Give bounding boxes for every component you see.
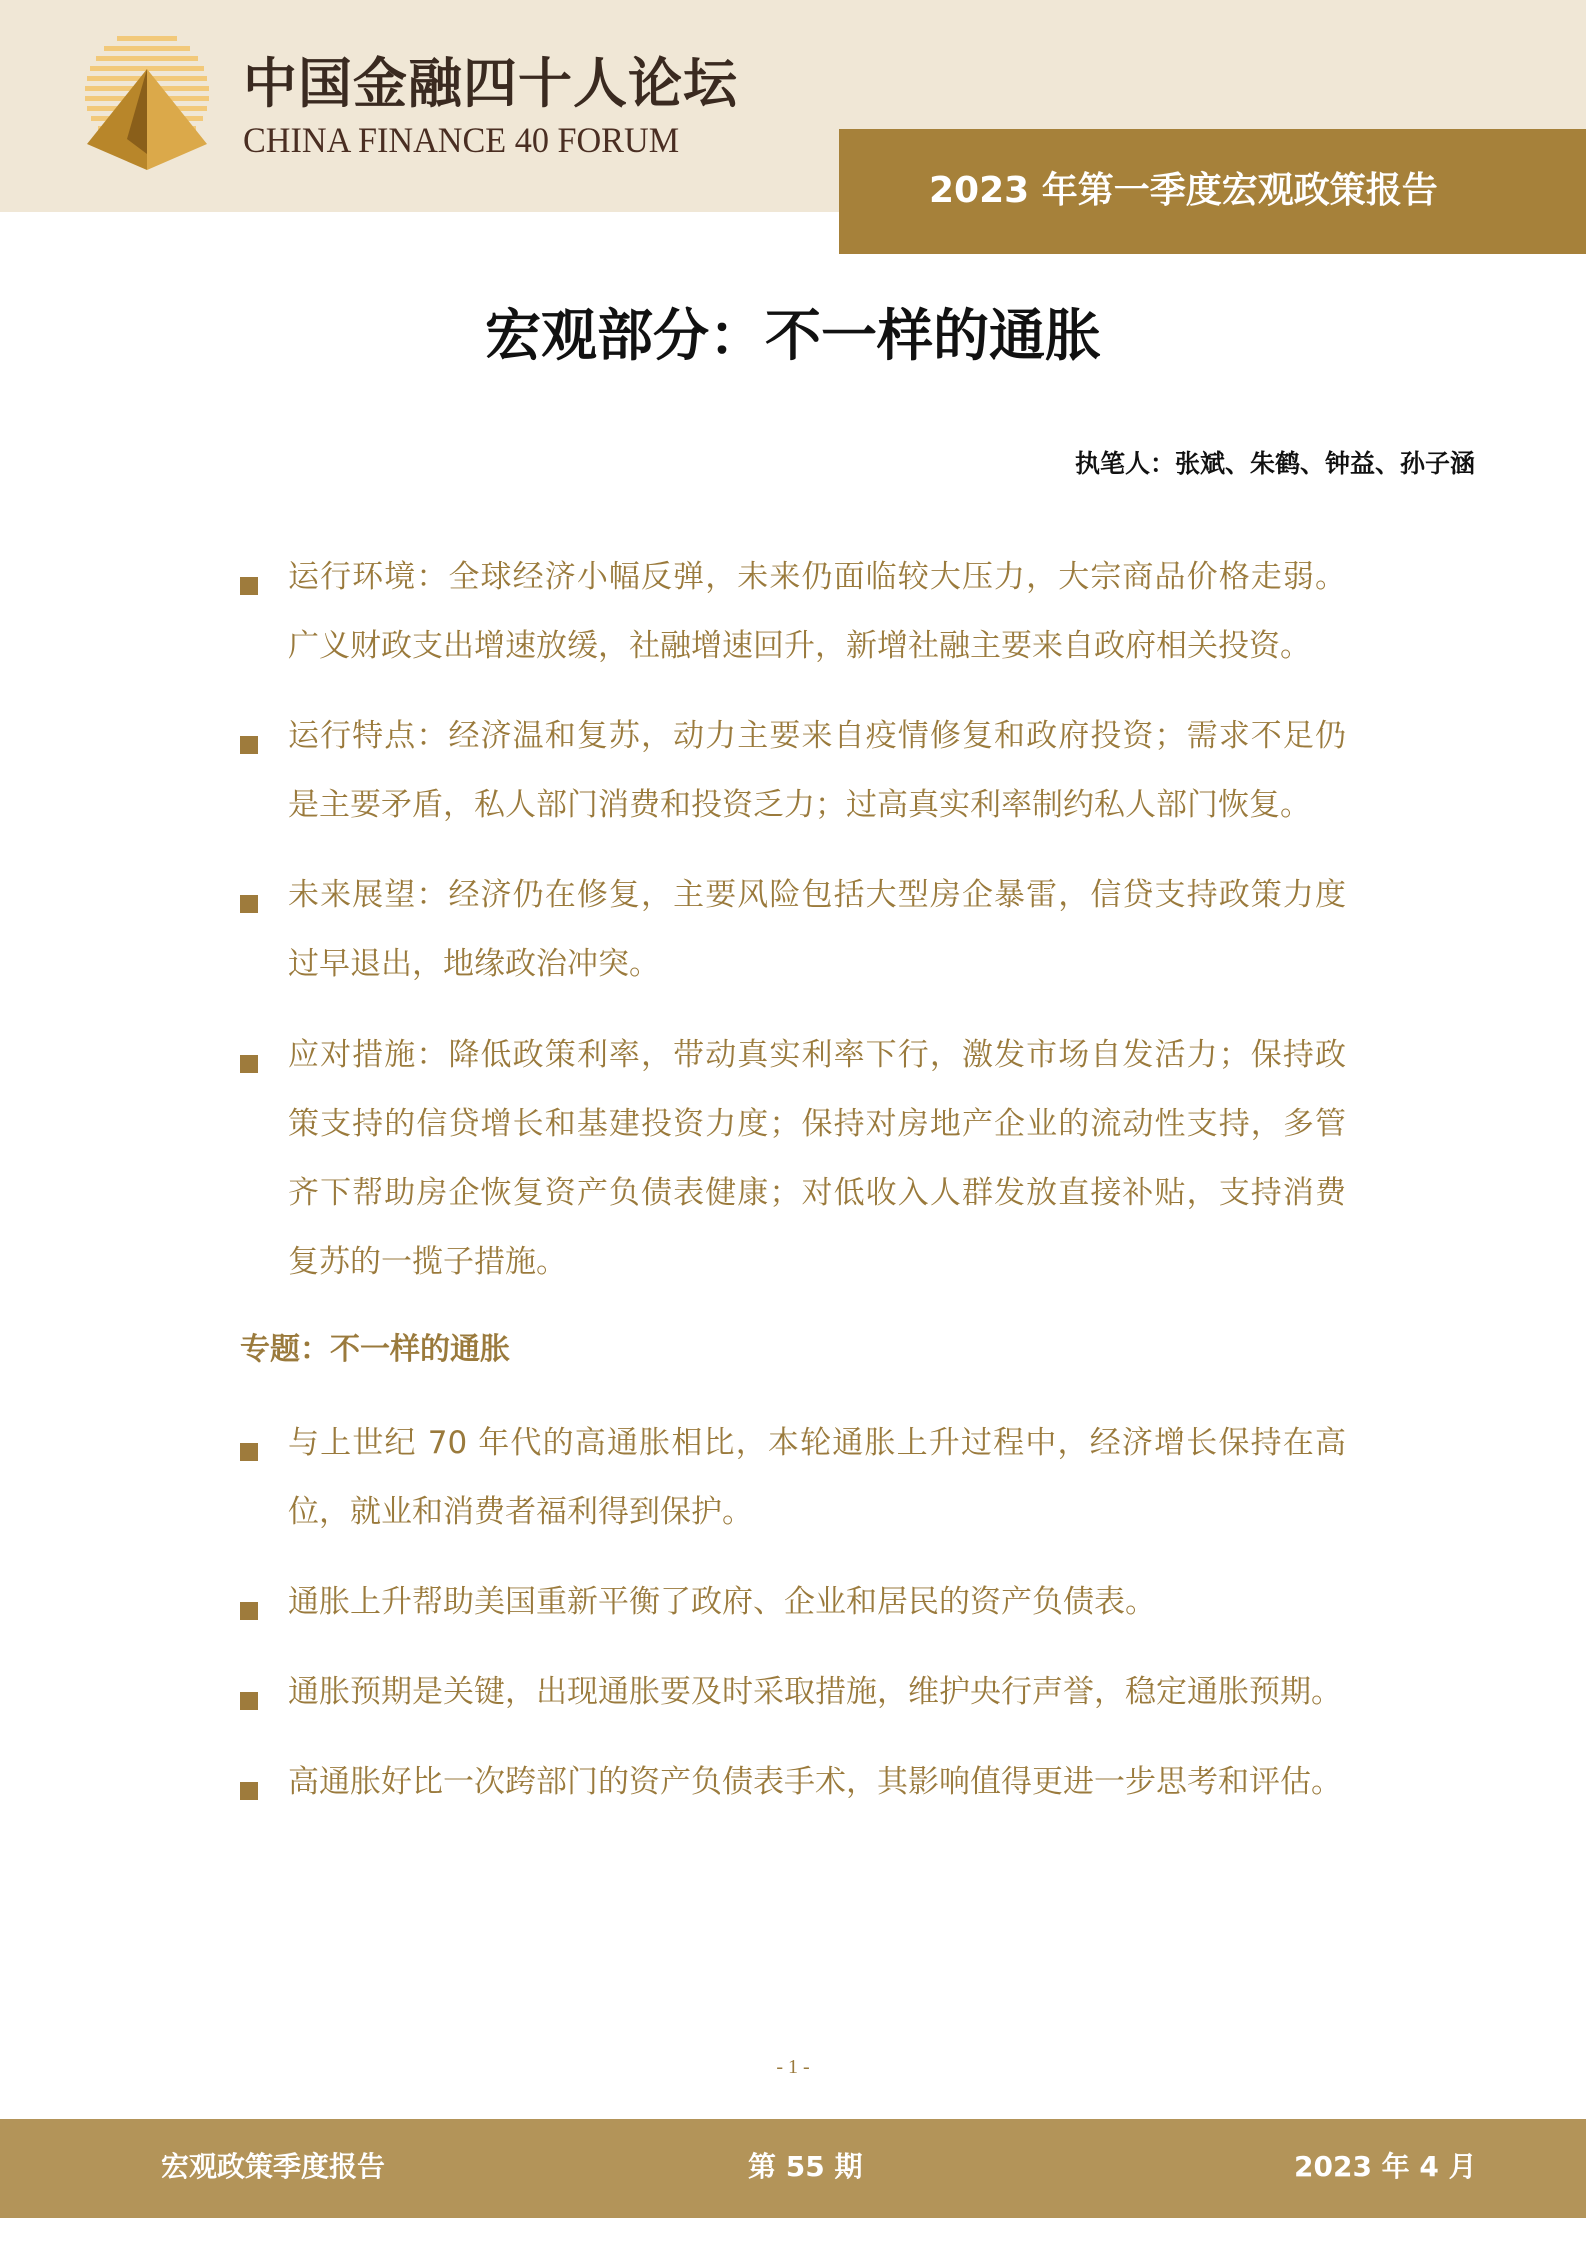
forum-logo-icon — [82, 34, 212, 174]
square-bullet-icon — [240, 1443, 258, 1461]
bullet-text-line: 复苏的一揽子措施。 — [288, 1244, 567, 1280]
bullet-text-line: 齐下帮助房企恢复资产负债表健康；对低收入人群发放直接补贴，支持消费 — [288, 1175, 1346, 1211]
page-number: - 1 - — [776, 2056, 810, 2078]
authors: 执笔人：张斌、朱鹤、钟益、孙子涵 — [1074, 449, 1475, 478]
square-bullet-icon — [240, 1782, 258, 1800]
bullet-text-line: 应对措施：降低政策利率，带动真实利率下行，激发市场自发活力；保持政 — [288, 1037, 1346, 1073]
bullet-text-line: 广义财政支出增速放缓，社融增速回升，新增社融主要来自政府相关投资。 — [288, 628, 1311, 664]
logo-chinese-text: 中国金融四十人论坛 — [243, 52, 738, 115]
bullet-text-line: 过早退出，地缘政治冲突。 — [288, 946, 660, 982]
report-title-box — [839, 129, 1586, 254]
square-bullet-icon — [240, 1055, 258, 1073]
bullet-text-line: 策支持的信贷增长和基建投资力度；保持对房地产企业的流动性支持，多管 — [288, 1106, 1346, 1142]
bullet-text-line: 通胀上升帮助美国重新平衡了政府、企业和居民的资产负债表。 — [288, 1584, 1156, 1620]
section-heading: 专题：不一样的通胀 — [240, 1332, 510, 1367]
bullet-text-line: 未来展望：经济仍在修复，主要风险包括大型房企暴雷，信贷支持政策力度 — [288, 877, 1346, 913]
bullet-text-line: 与上世纪 70 年代的高通胀相比，本轮通胀上升过程中，经济增长保持在高 — [288, 1425, 1346, 1461]
page-title: 宏观部分：不一样的通胀 — [485, 304, 1101, 369]
bullet-text-line: 位，就业和消费者福利得到保护。 — [288, 1494, 753, 1530]
footer-band — [0, 2119, 1586, 2218]
square-bullet-icon — [240, 577, 258, 595]
footer-center: 第 55 期 — [748, 2150, 863, 2183]
square-bullet-icon — [240, 1692, 258, 1710]
square-bullet-icon — [240, 895, 258, 913]
bullet-text-line: 是主要矛盾，私人部门消费和投资乏力；过高真实利率制约私人部门恢复。 — [288, 787, 1311, 823]
bullet-text-line: 运行环境：全球经济小幅反弹，未来仍面临较大压力，大宗商品价格走弱。 — [288, 559, 1346, 595]
bullet-text-line: 运行特点：经济温和复苏，动力主要来自疫情修复和政府投资；需求不足仍 — [288, 718, 1346, 754]
bullet-text-line: 高通胀好比一次跨部门的资产负债表手术，其影响值得更进一步思考和评估。 — [288, 1764, 1342, 1800]
report-title: 2023 年第一季度宏观政策报告 — [929, 170, 1438, 211]
square-bullet-icon — [240, 1602, 258, 1620]
logo-english-text: CHINA FINANCE 40 FORUM — [243, 120, 680, 160]
footer-right: 2023 年 4 月 — [1294, 2150, 1477, 2183]
bullet-text-line: 通胀预期是关键，出现通胀要及时采取措施，维护央行声誉，稳定通胀预期。 — [288, 1674, 1342, 1710]
square-bullet-icon — [240, 736, 258, 754]
footer-left: 宏观政策季度报告 — [161, 2150, 386, 2183]
